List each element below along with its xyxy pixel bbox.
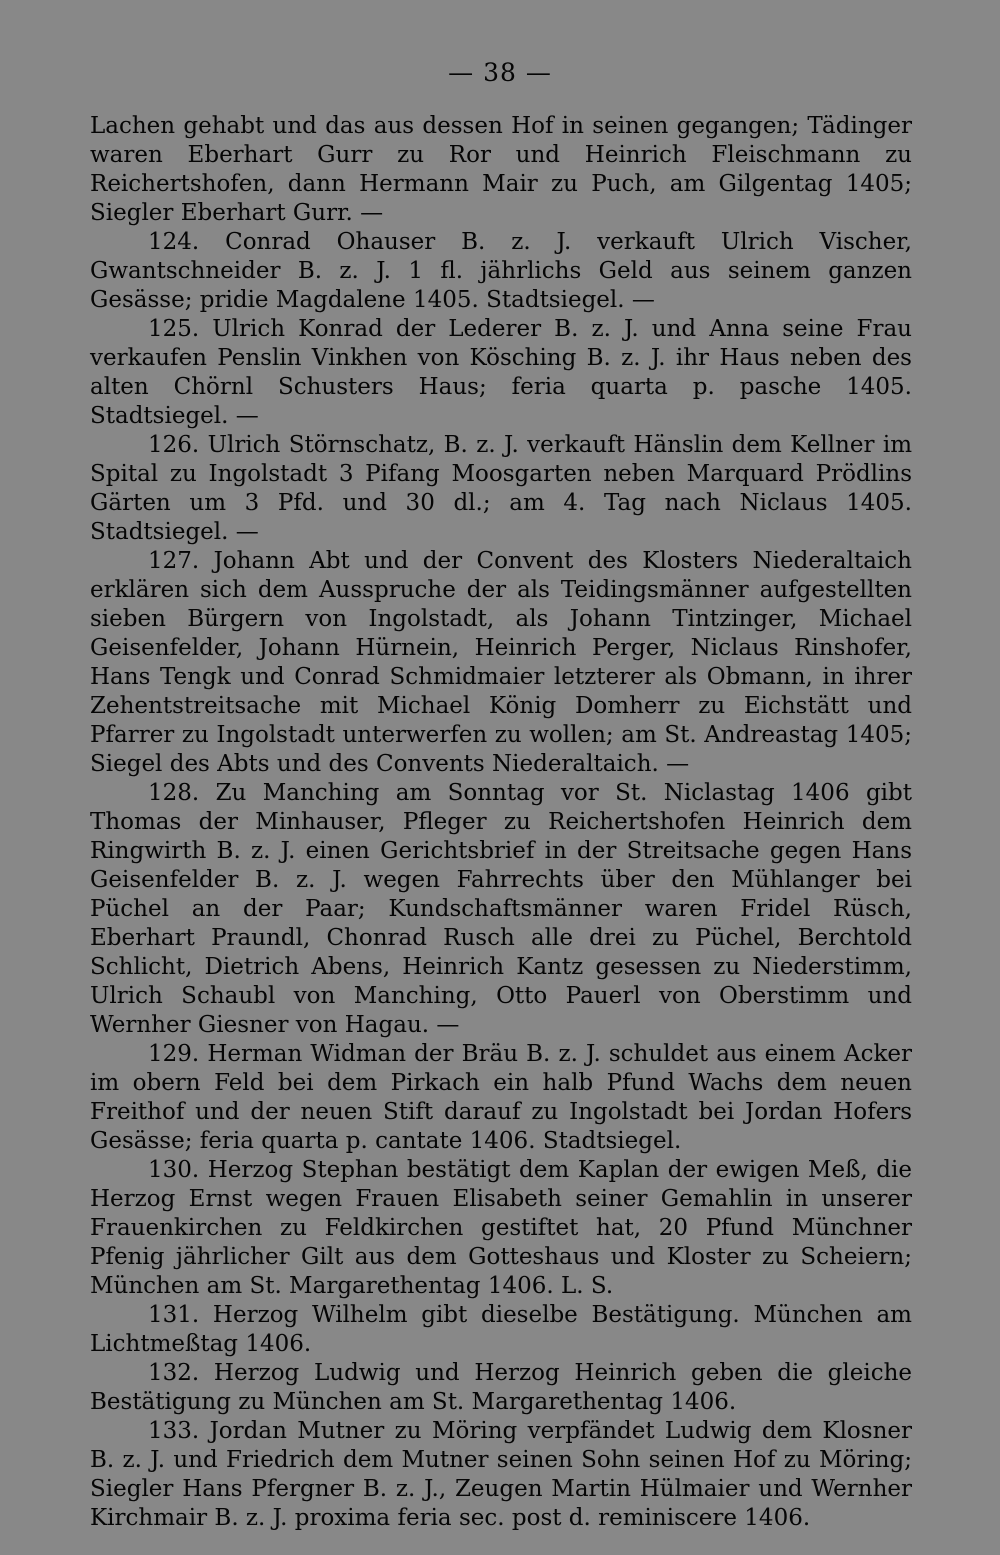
paragraph-continuation: Lachen gehabt und das aus dessen Hof in seinen gegangen; Tädinger waren Eberhart Gurr zu Ror und Heinrich Fleischmann zu Reichertshofen, dann Hermann Mair zu Puch, am Gilgentag 1405; Siegler Eberhart Gurr. — — [90, 113, 912, 226]
page-number: — 38 — — [448, 58, 552, 87]
entry-124: 124. Conrad Ohauser B. z. J. verkauft Ulrich Vischer, Gwantschneider B. z. J. 1 fl. jährlichs Geld aus seinem ganzen Gesässe; pridie Magdalene 1405. Stadtsiegel. — — [90, 229, 912, 313]
entry-129: 129. Herman Widman der Bräu B. z. J. schuldet aus einem Acker im obern Feld bei dem Pirkach ein halb Pfund Wachs dem neuen Freithof und der neuen Stift darauf zu Ingolstadt bei Jordan Hofers Gesässe; feria quarta p. cantate 1406. Stadtsiegel. — [90, 1041, 912, 1154]
body-text — [90, 112, 912, 1533]
entry-128: 128. Zu Manching am Sonntag vor St. Niclastag 1406 gibt Thomas der Minhauser, Pfleger zu Reichertshofen Heinrich dem Ringwirth B. z. J. einen Gerichtsbrief in der Streitsache gegen Hans Geisenfelder B. z. J. wegen Fahrrechts über den Mühlanger bei Püchel an der Paar; Kundschaftsmänner waren Fridel Rüsch, Eberhart Praundl, Chonrad Rusch alle drei zu Püchel, Berchtold Schlicht, Dietrich Abens, Heinrich Kantz gesessen zu Niederstimm, Ulrich Schaubl von Manching, Otto Pauerl von Oberstimm und Wernher Giesner von Hagau. — — [90, 780, 912, 1038]
entry-126: 126. Ulrich Störnschatz, B. z. J. verkauft Hänslin dem Kellner im Spital zu Ingolstadt 3 Pifang Moosgarten neben Marquard Prödlins Gärten um 3 Pfd. und 30 dl.; am 4. Tag nach Niclaus 1405. Stadtsiegel. — — [90, 432, 912, 545]
entry-133: 133. Jordan Mutner zu Möring verpfändet Ludwig dem Klosner B. z. J. und Friedrich dem Mutner seinen Sohn seinen Hof zu Möring; Siegler Hans Pfergner B. z. J., Zeugen Martin Hülmaier und Wernher Kirchmair B. z. J. proxima feria sec. post d. reminiscere 1406. — [90, 1418, 912, 1531]
entry-125: 125. Ulrich Konrad der Lederer B. z. J. und Anna seine Frau verkaufen Penslin Vinkhen von Kösching B. z. J. ihr Haus neben des alten Chörnl Schusters Haus; feria quarta p. pasche 1405. Stadtsiegel. — — [90, 316, 912, 429]
entry-127: 127. Johann Abt und der Convent des Klosters Niederaltaich erklären sich dem Ausspruche der als Teidingsmänner aufgestellten sieben Bürgern von Ingolstadt, als Johann Tintzinger, Michael Geisenfelder, Johann Hürnein, Heinrich Perger, Niclaus Rinshofer, Hans Tengk und Conrad Schmidmaier letzterer als Obmann, in ihrer Zehentstreitsache mit Michael König Domherr zu Eichstätt und Pfarrer zu Ingolstadt unterwerfen zu wollen; am St. Andreastag 1405; Siegel des Abts und des Convents Niederaltaich. — — [90, 548, 912, 777]
entry-132: 132. Herzog Ludwig und Herzog Heinrich geben die gleiche Bestätigung zu München am St. Margarethentag 1406. — [90, 1360, 912, 1415]
entry-130: 130. Herzog Stephan bestätigt dem Kaplan der ewigen Meß, die Herzog Ernst wegen Frauen Elisabeth seiner Gemahlin in unserer Frauenkirchen zu Feldkirchen gestiftet hat, 20 Pfund Münchner Pfenig jährlicher Gilt aus dem Gotteshaus und Kloster zu Scheiern; München am St. Margarethentag 1406. L. S. — [90, 1157, 912, 1299]
entry-131: 131. Herzog Wilhelm gibt dieselbe Bestätigung. München am Lichtmeßtag 1406. — [90, 1302, 912, 1357]
